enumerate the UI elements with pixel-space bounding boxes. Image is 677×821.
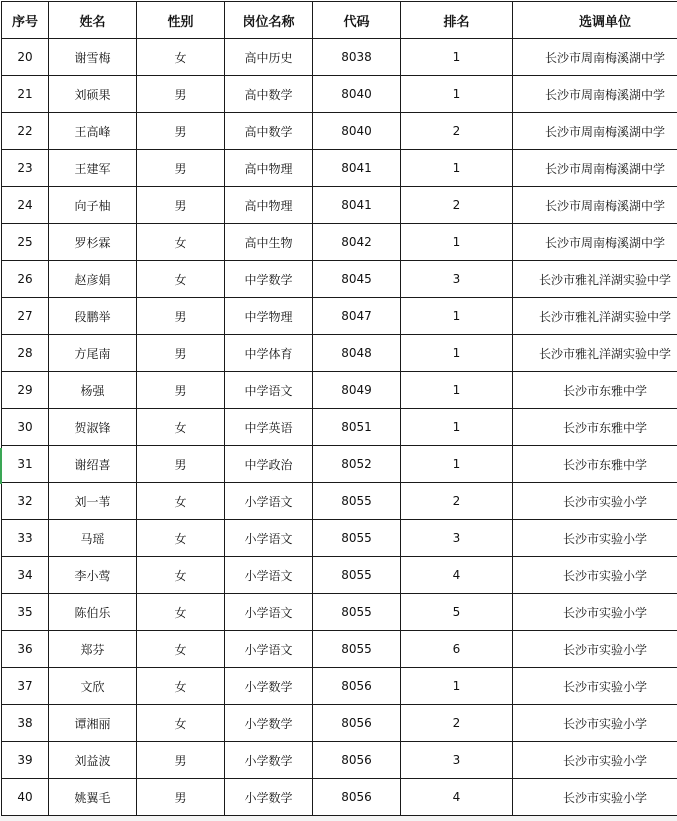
cell-sex[interactable]: 女 xyxy=(137,520,225,557)
cell-code[interactable]: 8055 xyxy=(313,594,401,631)
cell-position[interactable]: 小学数学 xyxy=(225,668,313,705)
cell-name[interactable]: 段鹏举 xyxy=(49,298,137,335)
cell-code[interactable]: 8055 xyxy=(313,557,401,594)
cell-seq[interactable]: 23 xyxy=(2,150,49,187)
cell-name[interactable]: 郑芬 xyxy=(49,631,137,668)
cell-sex[interactable]: 男 xyxy=(137,298,225,335)
cell-seq[interactable]: 27 xyxy=(2,298,49,335)
cell-name[interactable]: 赵彦娟 xyxy=(49,261,137,298)
cell-sex[interactable]: 男 xyxy=(137,187,225,224)
cell-name[interactable]: 谭湘丽 xyxy=(49,705,137,742)
cell-seq[interactable]: 22 xyxy=(2,113,49,150)
cell-name[interactable]: 谢绍喜 xyxy=(49,446,137,483)
table-row xyxy=(2,779,677,816)
cell-sex[interactable]: 男 xyxy=(137,779,225,816)
cell-rank[interactable]: 3 xyxy=(401,520,513,557)
cell-name[interactable]: 陈伯乐 xyxy=(49,594,137,631)
table-row xyxy=(2,631,677,668)
cell-rank[interactable]: 4 xyxy=(401,557,513,594)
row-selection-marker xyxy=(0,448,2,484)
cell-position[interactable]: 中学物理 xyxy=(225,298,313,335)
cell-seq[interactable]: 24 xyxy=(2,187,49,224)
cell-unit[interactable]: 长沙市周南梅溪湖中学 xyxy=(513,224,677,261)
cell-rank[interactable]: 1 xyxy=(401,39,513,76)
cell-name[interactable]: 谢雪梅 xyxy=(49,39,137,76)
cell-code[interactable]: 8056 xyxy=(313,779,401,816)
cell-position[interactable]: 高中生物 xyxy=(225,224,313,261)
cell-code[interactable]: 8038 xyxy=(313,39,401,76)
cell-code[interactable]: 8055 xyxy=(313,520,401,557)
cell-position[interactable]: 中学体育 xyxy=(225,335,313,372)
table-row xyxy=(2,409,677,446)
cell-position[interactable]: 高中物理 xyxy=(225,187,313,224)
header-unit[interactable]: 选调单位 xyxy=(513,2,677,39)
cell-sex[interactable]: 男 xyxy=(137,76,225,113)
cell-position[interactable]: 小学语文 xyxy=(225,631,313,668)
cell-rank[interactable]: 2 xyxy=(401,483,513,520)
cell-seq[interactable]: 26 xyxy=(2,261,49,298)
cell-sex[interactable]: 女 xyxy=(137,261,225,298)
cell-sex[interactable]: 男 xyxy=(137,372,225,409)
cell-name[interactable]: 王高峰 xyxy=(49,113,137,150)
cell-seq[interactable]: 21 xyxy=(2,76,49,113)
cell-name[interactable]: 李小莺 xyxy=(49,557,137,594)
cell-unit[interactable]: 长沙市周南梅溪湖中学 xyxy=(513,150,677,187)
table-row xyxy=(2,520,677,557)
cell-rank[interactable]: 2 xyxy=(401,113,513,150)
table-row xyxy=(2,594,677,631)
cell-rank[interactable]: 1 xyxy=(401,224,513,261)
table-row xyxy=(2,113,677,150)
cell-unit[interactable]: 长沙市雅礼洋湖实验中学 xyxy=(513,261,677,298)
table-row xyxy=(2,224,677,261)
cell-name[interactable]: 方尾南 xyxy=(49,335,137,372)
cell-unit[interactable]: 长沙市周南梅溪湖中学 xyxy=(513,187,677,224)
cell-code[interactable]: 8041 xyxy=(313,187,401,224)
cell-rank[interactable]: 3 xyxy=(401,261,513,298)
cell-sex[interactable]: 女 xyxy=(137,557,225,594)
cell-unit[interactable]: 长沙市实验小学 xyxy=(513,705,677,742)
cell-sex[interactable]: 女 xyxy=(137,39,225,76)
cell-seq[interactable]: 31 xyxy=(2,446,49,483)
cell-name[interactable]: 刘硕果 xyxy=(49,76,137,113)
cell-code[interactable]: 8040 xyxy=(313,76,401,113)
cell-code[interactable]: 8042 xyxy=(313,224,401,261)
cell-position[interactable]: 小学数学 xyxy=(225,705,313,742)
cell-sex[interactable]: 男 xyxy=(137,446,225,483)
cell-sex[interactable]: 女 xyxy=(137,705,225,742)
cell-sex[interactable]: 女 xyxy=(137,483,225,520)
cell-position[interactable]: 小学语文 xyxy=(225,594,313,631)
cell-unit[interactable]: 长沙市雅礼洋湖实验中学 xyxy=(513,298,677,335)
cell-code[interactable]: 8045 xyxy=(313,261,401,298)
cell-sex[interactable]: 男 xyxy=(137,150,225,187)
cell-code[interactable]: 8056 xyxy=(313,668,401,705)
cell-position[interactable]: 高中物理 xyxy=(225,150,313,187)
table-row xyxy=(2,187,677,224)
cell-sex[interactable]: 男 xyxy=(137,742,225,779)
cell-position[interactable]: 小学语文 xyxy=(225,520,313,557)
table-row xyxy=(2,446,677,483)
table-row xyxy=(2,557,677,594)
cell-code[interactable]: 8055 xyxy=(313,631,401,668)
cell-code[interactable]: 8051 xyxy=(313,409,401,446)
cell-seq[interactable]: 30 xyxy=(2,409,49,446)
cell-code[interactable]: 8049 xyxy=(313,372,401,409)
cell-unit[interactable]: 长沙市东雅中学 xyxy=(513,372,677,409)
cell-position[interactable]: 小学数学 xyxy=(225,779,313,816)
cell-position[interactable]: 中学语文 xyxy=(225,372,313,409)
header-row xyxy=(2,2,677,39)
cell-rank[interactable]: 3 xyxy=(401,742,513,779)
cell-name[interactable]: 刘益波 xyxy=(49,742,137,779)
cell-sex[interactable]: 女 xyxy=(137,224,225,261)
cell-position[interactable]: 高中数学 xyxy=(225,76,313,113)
cell-code[interactable]: 8040 xyxy=(313,113,401,150)
cell-position[interactable]: 高中历史 xyxy=(225,39,313,76)
cell-unit[interactable]: 长沙市东雅中学 xyxy=(513,446,677,483)
cell-position[interactable]: 中学政治 xyxy=(225,446,313,483)
cell-sex[interactable]: 女 xyxy=(137,631,225,668)
cell-seq[interactable]: 33 xyxy=(2,520,49,557)
cell-unit[interactable]: 长沙市实验小学 xyxy=(513,742,677,779)
cell-rank[interactable]: 1 xyxy=(401,335,513,372)
cell-name[interactable]: 王建军 xyxy=(49,150,137,187)
cell-name[interactable]: 向子柚 xyxy=(49,187,137,224)
table-row xyxy=(2,39,677,76)
cell-position[interactable]: 小学语文 xyxy=(225,557,313,594)
cell-code[interactable]: 8055 xyxy=(313,483,401,520)
cell-rank[interactable]: 2 xyxy=(401,705,513,742)
cell-sex[interactable]: 男 xyxy=(137,113,225,150)
table-row xyxy=(2,483,677,520)
cell-seq[interactable]: 39 xyxy=(2,742,49,779)
cell-code[interactable]: 8052 xyxy=(313,446,401,483)
cell-position[interactable]: 小学语文 xyxy=(225,483,313,520)
table-row xyxy=(2,335,677,372)
table-row xyxy=(2,261,677,298)
cell-seq[interactable]: 36 xyxy=(2,631,49,668)
header-sex[interactable]: 性别 xyxy=(137,2,225,39)
cell-code[interactable]: 8041 xyxy=(313,150,401,187)
cell-sex[interactable]: 女 xyxy=(137,409,225,446)
cell-name[interactable]: 刘一苇 xyxy=(49,483,137,520)
header-code[interactable]: 代码 xyxy=(313,2,401,39)
cell-seq[interactable]: 28 xyxy=(2,335,49,372)
cell-name[interactable]: 杨强 xyxy=(49,372,137,409)
cell-unit[interactable]: 长沙市实验小学 xyxy=(513,483,677,520)
cell-unit[interactable]: 长沙市实验小学 xyxy=(513,594,677,631)
table-row xyxy=(2,150,677,187)
table-row xyxy=(2,705,677,742)
cell-name[interactable]: 贺淑锋 xyxy=(49,409,137,446)
table-body xyxy=(2,39,677,816)
cell-rank[interactable]: 5 xyxy=(401,594,513,631)
cell-code[interactable]: 8056 xyxy=(313,742,401,779)
header-rank[interactable]: 排名 xyxy=(401,2,513,39)
header-position[interactable]: 岗位名称 xyxy=(225,2,313,39)
header-name[interactable]: 姓名 xyxy=(49,2,137,39)
cell-unit[interactable]: 长沙市实验小学 xyxy=(513,631,677,668)
table-row xyxy=(2,76,677,113)
header-seq[interactable]: 序号 xyxy=(2,2,49,39)
cell-unit[interactable]: 长沙市实验小学 xyxy=(513,557,677,594)
table-row xyxy=(2,742,677,779)
cell-seq[interactable]: 34 xyxy=(2,557,49,594)
cell-rank[interactable]: 6 xyxy=(401,631,513,668)
cell-unit[interactable]: 长沙市周南梅溪湖中学 xyxy=(513,113,677,150)
cell-rank[interactable]: 1 xyxy=(401,298,513,335)
cell-unit[interactable]: 长沙市雅礼洋湖实验中学 xyxy=(513,335,677,372)
cell-code[interactable]: 8056 xyxy=(313,705,401,742)
cell-rank[interactable]: 2 xyxy=(401,187,513,224)
sheet-bottom-edge xyxy=(0,816,677,821)
cell-seq[interactable]: 40 xyxy=(2,779,49,816)
cell-seq[interactable]: 35 xyxy=(2,594,49,631)
cell-unit[interactable]: 长沙市周南梅溪湖中学 xyxy=(513,76,677,113)
cell-unit[interactable]: 长沙市实验小学 xyxy=(513,779,677,816)
cell-rank[interactable]: 1 xyxy=(401,446,513,483)
cell-unit[interactable]: 长沙市周南梅溪湖中学 xyxy=(513,39,677,76)
table-row xyxy=(2,668,677,705)
cell-sex[interactable]: 女 xyxy=(137,668,225,705)
cell-rank[interactable]: 1 xyxy=(401,150,513,187)
cell-sex[interactable]: 女 xyxy=(137,594,225,631)
cell-rank[interactable]: 4 xyxy=(401,779,513,816)
cell-rank[interactable]: 1 xyxy=(401,409,513,446)
cell-rank[interactable]: 1 xyxy=(401,372,513,409)
table-row xyxy=(2,298,677,335)
cell-name[interactable]: 文欣 xyxy=(49,668,137,705)
cell-rank[interactable]: 1 xyxy=(401,76,513,113)
cell-position[interactable]: 中学数学 xyxy=(225,261,313,298)
cell-seq[interactable]: 37 xyxy=(2,668,49,705)
cell-seq[interactable]: 25 xyxy=(2,224,49,261)
cell-seq[interactable]: 38 xyxy=(2,705,49,742)
results-table xyxy=(1,1,677,816)
cell-position[interactable]: 小学数学 xyxy=(225,742,313,779)
cell-seq[interactable]: 32 xyxy=(2,483,49,520)
cell-rank[interactable]: 1 xyxy=(401,668,513,705)
cell-seq[interactable]: 29 xyxy=(2,372,49,409)
cell-unit[interactable]: 长沙市实验小学 xyxy=(513,668,677,705)
table-row xyxy=(2,372,677,409)
cell-unit[interactable]: 长沙市实验小学 xyxy=(513,520,677,557)
cell-position[interactable]: 高中数学 xyxy=(225,113,313,150)
cell-code[interactable]: 8047 xyxy=(313,298,401,335)
cell-name[interactable]: 姚翼毛 xyxy=(49,779,137,816)
cell-position[interactable]: 中学英语 xyxy=(225,409,313,446)
cell-name[interactable]: 罗杉霖 xyxy=(49,224,137,261)
cell-code[interactable]: 8048 xyxy=(313,335,401,372)
cell-name[interactable]: 马瑶 xyxy=(49,520,137,557)
cell-sex[interactable]: 男 xyxy=(137,335,225,372)
cell-seq[interactable]: 20 xyxy=(2,39,49,76)
cell-unit[interactable]: 长沙市东雅中学 xyxy=(513,409,677,446)
